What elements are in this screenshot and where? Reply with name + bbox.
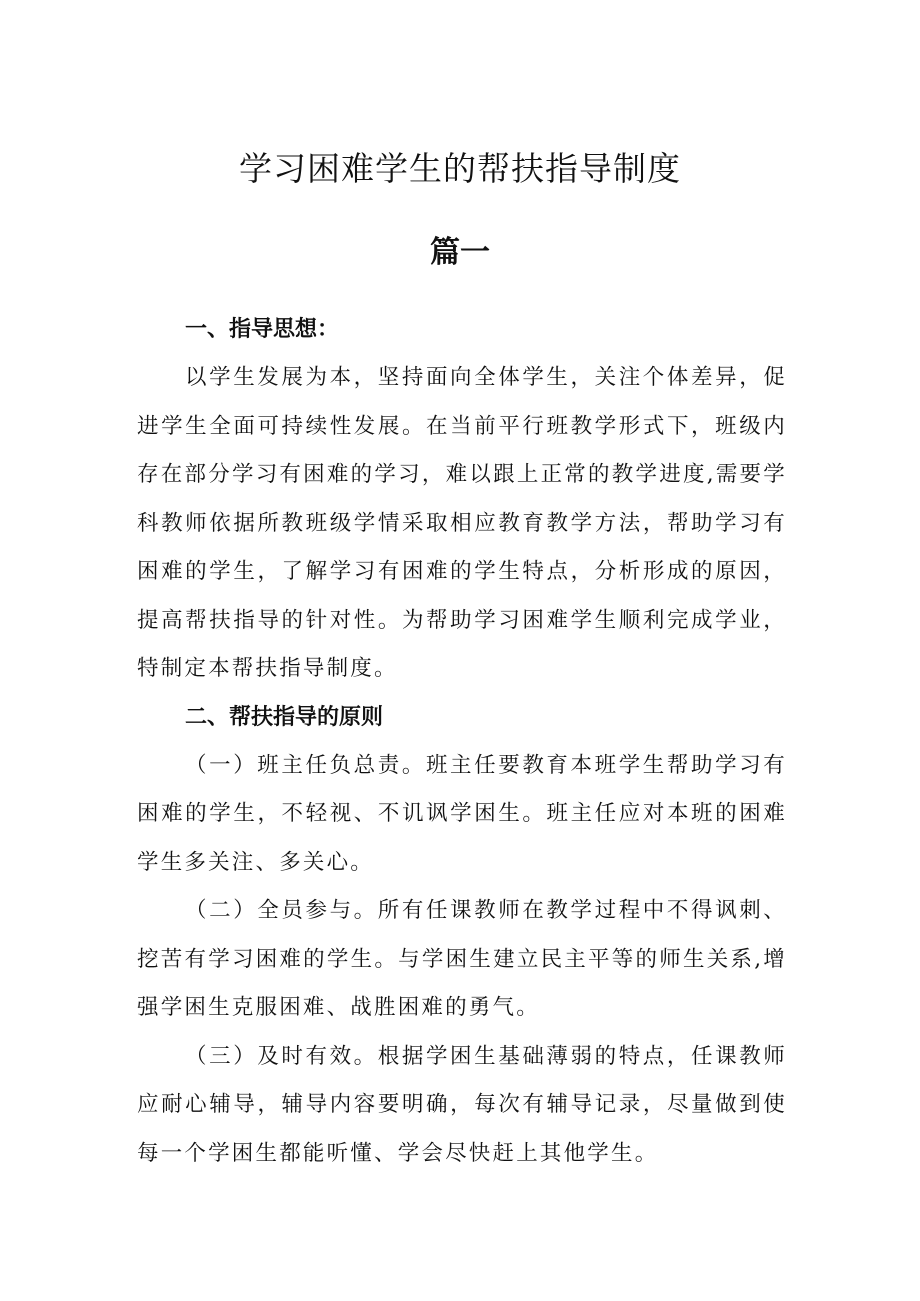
paragraph-principle-2: （二）全员参与。所有任课教师在教学过程中不得讽刺、挖苦有学习困难的学生。与学困生建立民主平等的师生关系,增强学困生克服困难、战胜困难的勇气。 bbox=[137, 898, 787, 1020]
section-heading-guiding-thought: 一、指导思想： bbox=[185, 317, 340, 342]
document-body bbox=[137, 306, 787, 1178]
document-title: 学习困难学生的帮扶指导制度 bbox=[239, 149, 681, 188]
paragraph-principle-1: （一）班主任负总责。班主任要教育本班学生帮助学习有困难的学生，不轻视、不讥讽学困生。班主任应对本班的困难学生多关注、多关心。 bbox=[137, 752, 787, 875]
document-subtitle: 篇一 bbox=[430, 235, 490, 270]
paragraph-principle-3: （三）及时有效。根据学困生基础薄弱的特点，任课教师应耐心辅导，辅导内容要明确，每次有辅导记录，尽量做到使每一个学困生都能听懂、学会尽快赶上其他学生。 bbox=[137, 1043, 787, 1166]
paragraph-guiding-thought: 以学生发展为本，坚持面向全体学生，关注个体差异，促进学生全面可持续性发展。在当前平行班教学形式下，班级内存在部分学习有困难的学习，难以跟上正常的教学进度,需要学科教师依据所教班级学情采取相应教育教学方法，帮助学习有困难的学生，了解学习有困难的学生特点，分析形成的原因，提高帮扶指导的针对性。为帮助学习困难学生顺利完成学业，特制定本帮扶指导制度。 bbox=[137, 365, 787, 681]
section-heading-principles: 二、帮扶指导的原则 bbox=[185, 704, 384, 730]
